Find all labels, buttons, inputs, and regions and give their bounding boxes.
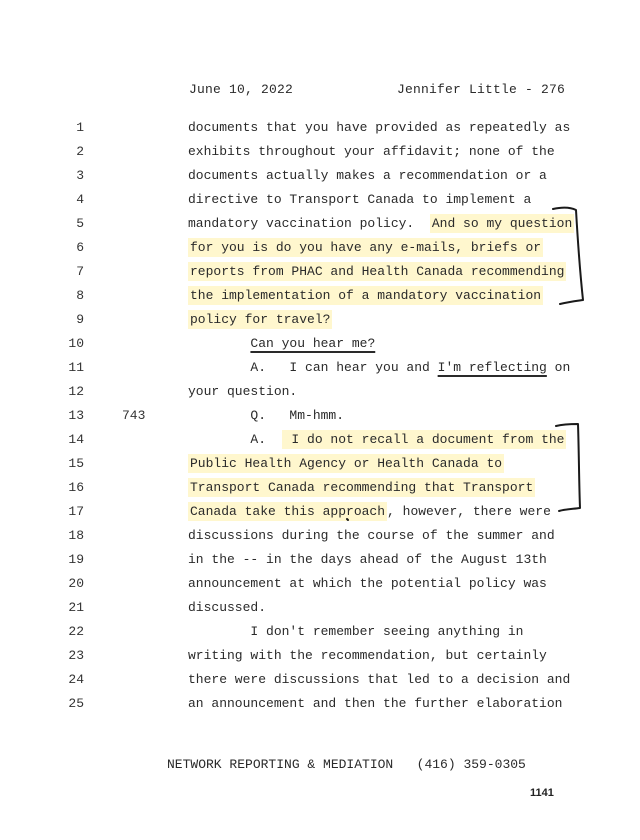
underlined-text: Can you hear me? [250,336,376,351]
line-number: 9 [76,312,84,327]
highlighted-text: I do not recall a document from the [283,432,565,447]
header-witness-page: Jennifer Little - 276 [397,82,566,97]
highlighted-text: for you is do you have any e-mails, briefs or [190,240,542,255]
text-segment: mandatory vaccination policy. [188,216,430,231]
highlighted-text: Canada take this approach [190,504,386,519]
line-number: 18 [68,528,84,543]
line-number: 7 [76,264,84,279]
handwritten-dot [347,519,348,520]
text-segment: in the -- in the days ahead of the August 13th [188,552,547,567]
text-segment: announcement at which the potential policy was [188,576,547,591]
bracket-mark-top [553,208,583,304]
text-segment: , however, there were [387,504,551,519]
text-segment: there were discussions that led to a decision and [188,672,571,687]
line-number: 3 [76,168,84,183]
text-segment: Q. Mm-hmm. [188,408,345,423]
line-number: 4 [76,192,84,207]
line-number: 13 [68,408,84,423]
page-number: 1141 [530,787,554,799]
text-segment: on [546,360,571,375]
line-number: 22 [68,624,84,639]
text-segment: an announcement and then the further elaboration [188,696,563,711]
header-date: June 10, 2022 [189,82,294,97]
text-segment: documents that you have provided as repeatedly as [188,120,571,135]
text-segment: A. I can hear you and [188,360,438,375]
line-number: 17 [68,504,84,519]
text-segment: writing with the recommendation, but certainly [188,648,547,663]
text-segment: A. [188,432,282,447]
underlined-text: I'm reflecting [437,360,547,375]
text-segment: your question. [188,384,298,399]
highlighted-text: the implementation of a mandatory vaccination [190,288,542,303]
text-segment: documents actually makes a recommendation or a [188,168,547,183]
line-number: 12 [68,384,84,399]
footer-reporting-service: NETWORK REPORTING & MEDIATION (416) 359-0305 [167,757,526,772]
text-segment: discussed. [188,600,267,615]
line-number: 8 [76,288,84,303]
text-segment: discussions during the course of the summer and [188,528,555,543]
line-number: 20 [68,576,84,591]
line-number: 10 [68,336,84,351]
line-number: 25 [68,696,84,711]
line-number: 6 [76,240,84,255]
line-number: 2 [76,144,84,159]
line-number: 24 [68,672,84,687]
highlighted-text: policy for travel? [190,312,331,327]
line-number: 15 [68,456,84,471]
line-number: 23 [68,648,84,663]
highlighted-text: And so my question [431,216,573,231]
line-number: 21 [68,600,84,615]
line-number: 16 [68,480,84,495]
highlighted-text: Transport Canada recommending that Transport [190,480,534,495]
margin-reference: 743 [122,408,146,423]
line-number: 14 [68,432,84,447]
line-number: 5 [76,216,84,231]
text-segment: directive to Transport Canada to implement a [188,192,532,207]
text-segment: I don't remember seeing anything in [188,624,524,639]
line-number: 19 [68,552,84,567]
line-number: 1 [76,120,84,135]
line-number: 11 [68,360,84,375]
bracket-mark-bottom [556,424,580,511]
text-segment: exhibits throughout your affidavit; none of the [188,144,555,159]
highlighted-text: Public Health Agency or Health Canada to [190,456,503,471]
highlighted-text: reports from PHAC and Health Canada recommending [190,264,565,279]
